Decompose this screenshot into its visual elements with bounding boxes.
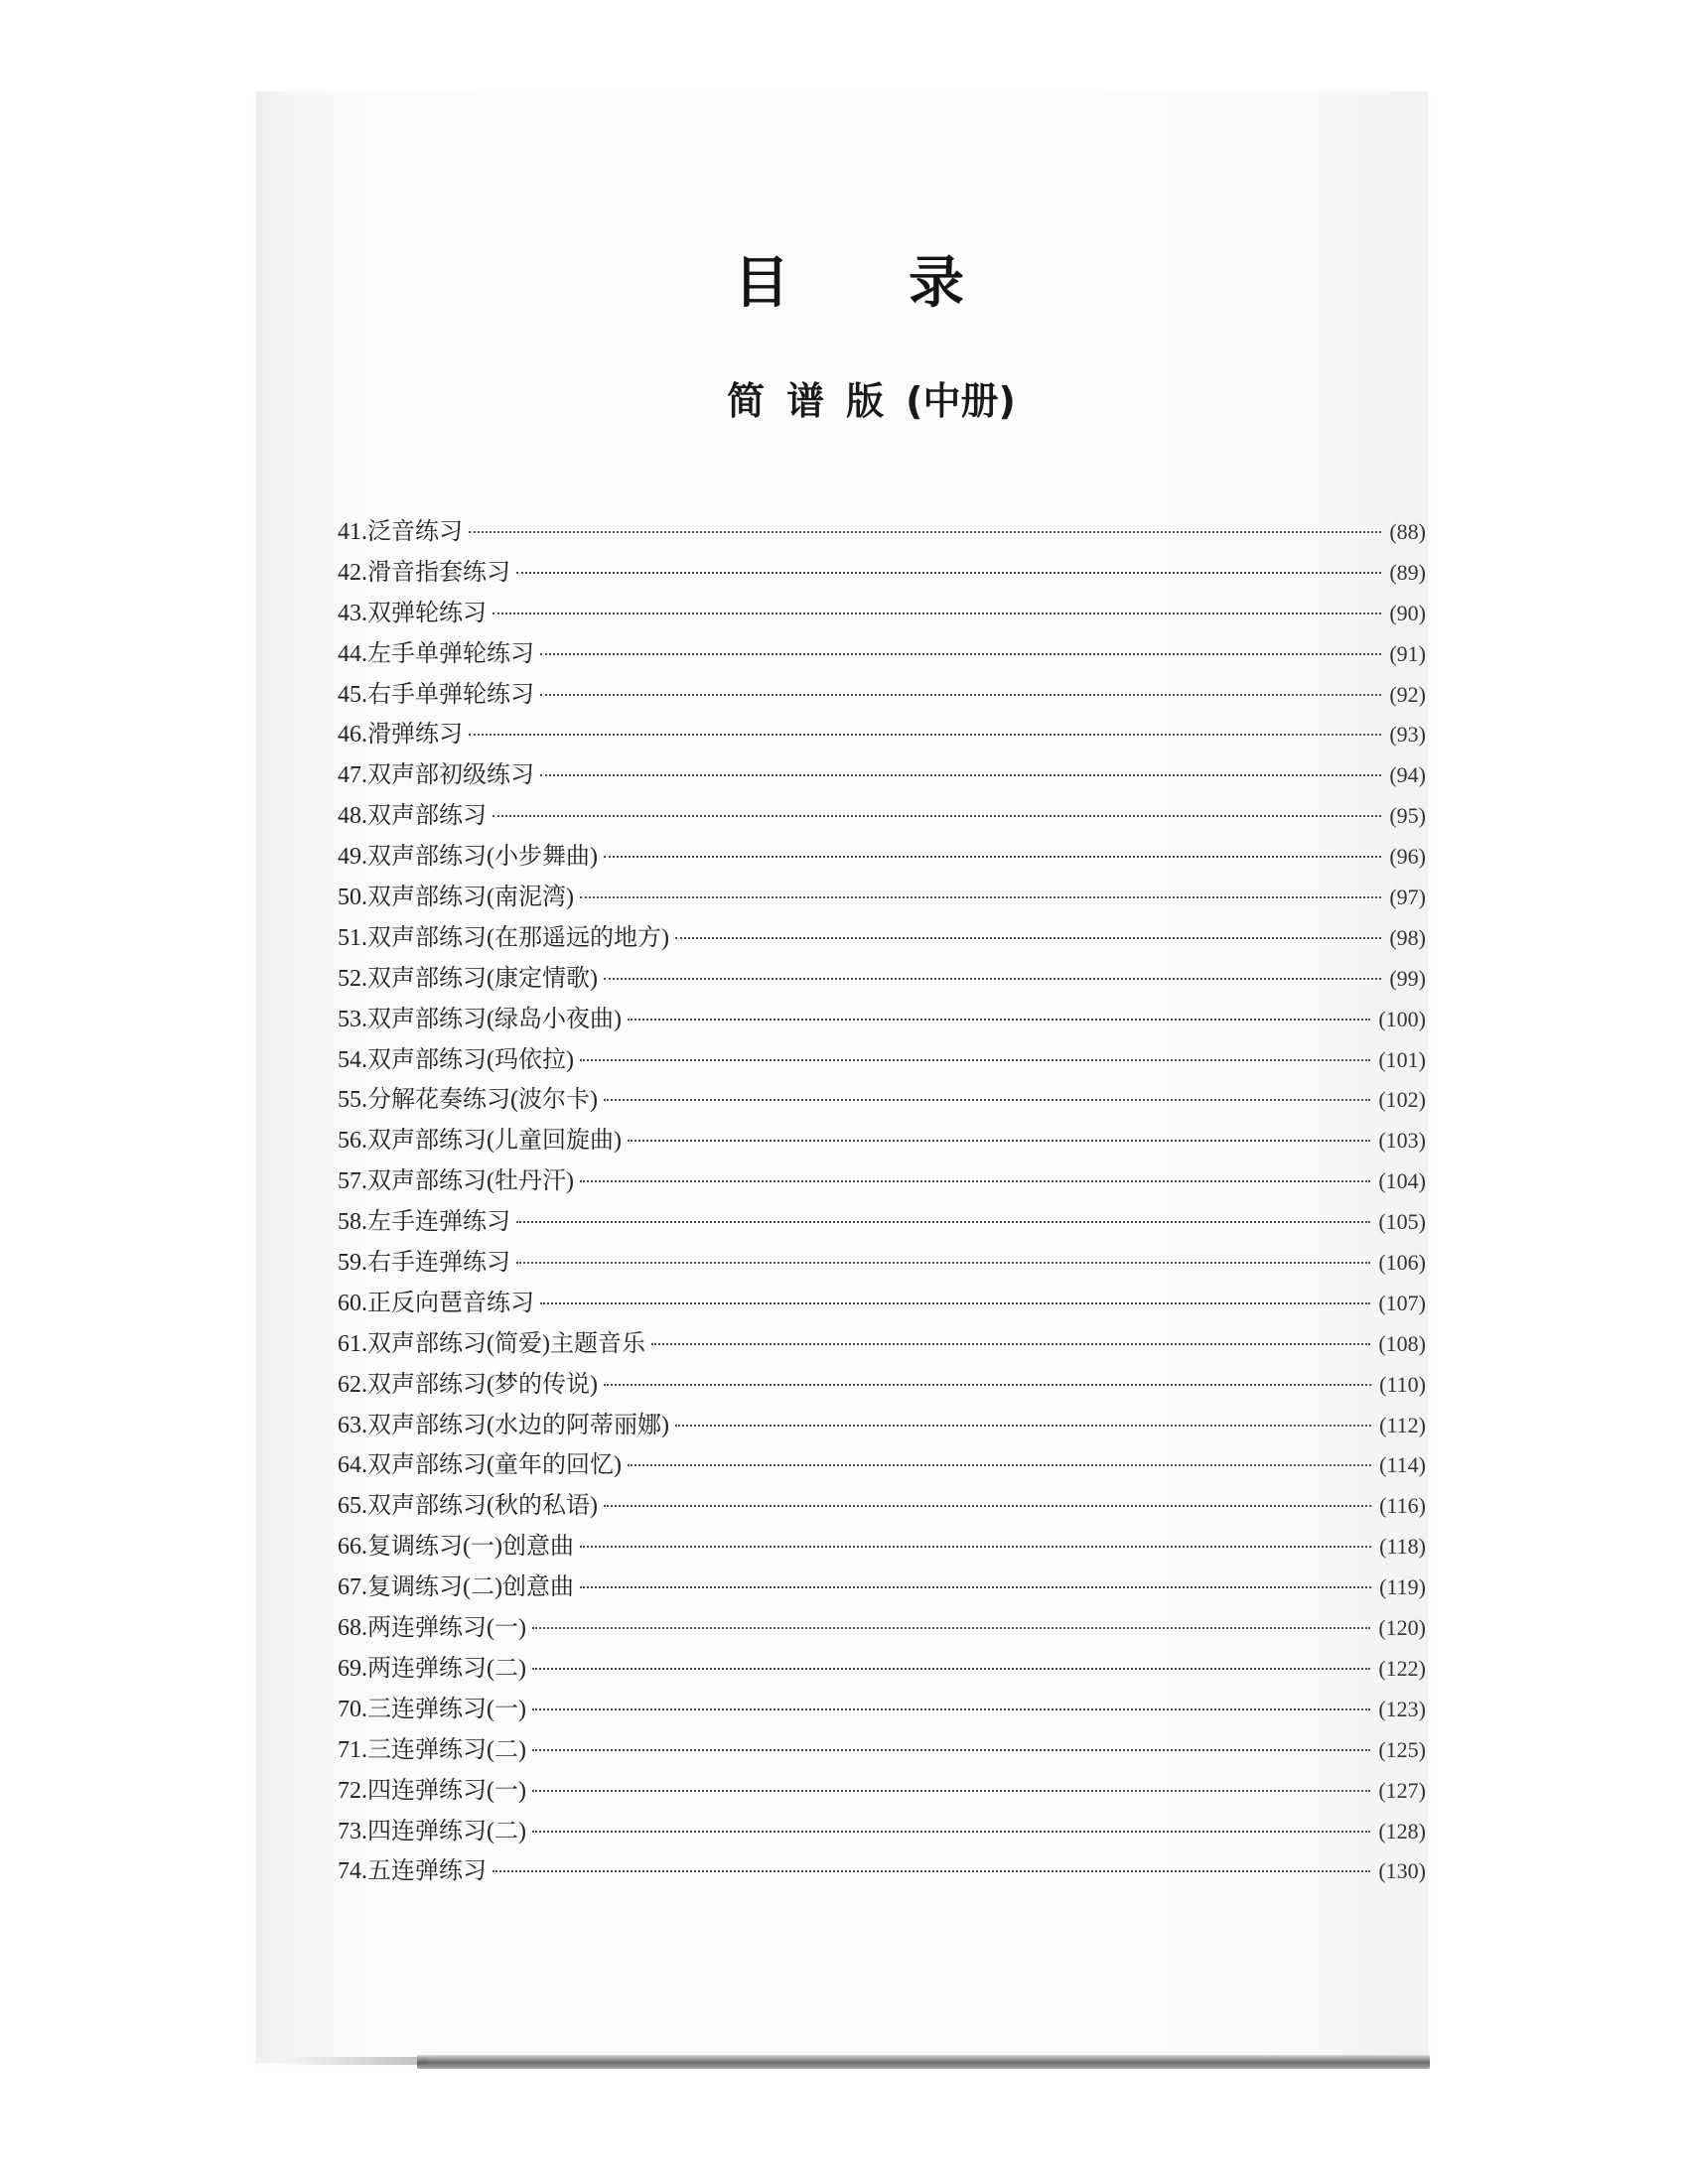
toc-entry-title: 分解花奏练习(波尔卡): [367, 1087, 598, 1114]
toc-entry-page: (128): [1378, 1818, 1426, 1843]
toc-entry: [338, 1080, 1426, 1121]
toc-entry-number: 48.: [338, 803, 367, 830]
toc-entry-number: 61.: [338, 1330, 367, 1357]
toc-entry-page: (104): [1378, 1168, 1426, 1194]
toc-entry-page: (107): [1378, 1290, 1426, 1315]
toc-entry-page: (112): [1379, 1412, 1426, 1437]
toc-entry-number: 49.: [338, 844, 367, 871]
toc-dot-leader: [580, 896, 1381, 898]
toc-entry-title: 双弹轮练习: [367, 600, 487, 626]
toc-dot-leader: [540, 774, 1381, 776]
toc-entry: [338, 553, 1426, 594]
toc-entry: [338, 1608, 1426, 1649]
toc-entry-title: 右手单弹轮练习: [367, 681, 534, 708]
toc-dot-leader: [651, 1343, 1370, 1345]
toc-dot-leader: [532, 1749, 1370, 1751]
toc-entry-page: (114): [1379, 1452, 1426, 1478]
toc-entry-title: 两连弹练习(一): [367, 1615, 526, 1642]
toc-entry-title: 双声部练习(梦的传说): [367, 1371, 598, 1398]
toc-entry-title: 三连弹练习(一): [367, 1696, 526, 1722]
toc-entry: [338, 959, 1426, 1000]
toc-entry-number: 62.: [338, 1371, 367, 1398]
toc-entry: [338, 1202, 1426, 1243]
toc-entry-number: 70.: [338, 1696, 367, 1722]
toc-dot-leader: [675, 937, 1381, 939]
toc-entry: [338, 715, 1426, 755]
toc-entry-number: 74.: [338, 1858, 367, 1885]
toc-entry-page: (96): [1389, 844, 1426, 870]
toc-dot-leader: [516, 1221, 1370, 1223]
toc-entry-number: 50.: [338, 885, 367, 911]
toc-entry: [338, 1365, 1426, 1406]
toc-dot-leader: [540, 653, 1381, 655]
toc-entry-number: 73.: [338, 1818, 367, 1844]
toc-entry-page: (127): [1378, 1777, 1426, 1803]
toc-entry-number: 54.: [338, 1046, 367, 1073]
toc-entry-title: 两连弹练习(二): [367, 1655, 526, 1682]
toc-entry-number: 51.: [338, 924, 367, 951]
toc-entry-page: (90): [1389, 600, 1426, 625]
toc-entry-title: 双声部练习(简爱)主题音乐: [367, 1330, 645, 1357]
page-bottom-edge: [417, 2055, 1430, 2069]
toc-entry-page: (108): [1378, 1330, 1426, 1356]
toc-entry-number: 57.: [338, 1168, 367, 1195]
toc-entry-number: 68.: [338, 1615, 367, 1642]
toc-dot-leader: [540, 1302, 1370, 1304]
toc-entry-number: 44.: [338, 640, 367, 667]
toc-dot-leader: [604, 978, 1381, 980]
toc-entry-number: 47.: [338, 762, 367, 789]
toc-dot-leader: [675, 1425, 1371, 1427]
toc-dot-leader: [516, 572, 1381, 574]
toc-entry: [338, 1771, 1426, 1812]
toc-dot-leader: [604, 1384, 1371, 1386]
toc-entry-number: 52.: [338, 965, 367, 992]
table-of-contents: [338, 512, 1426, 1892]
toc-entry-title: 复调练习(一)创意曲: [367, 1534, 574, 1561]
toc-entry-number: 41.: [338, 519, 367, 545]
toc-entry-title: 五连弹练习: [367, 1858, 487, 1885]
toc-entry-page: (99): [1389, 965, 1426, 991]
toc-entry-title: 四连弹练习(一): [367, 1777, 526, 1804]
toc-dot-leader: [469, 734, 1381, 736]
page-subtitle: [0, 379, 1688, 423]
toc-dot-leader: [492, 613, 1381, 614]
toc-entry-number: 59.: [338, 1250, 367, 1277]
toc-entry-page: (103): [1378, 1128, 1426, 1154]
toc-dot-leader: [580, 1180, 1370, 1182]
toc-dot-leader: [516, 1262, 1370, 1264]
toc-entry-title: 三连弹练习(二): [367, 1736, 526, 1763]
toc-entry: [338, 1851, 1426, 1892]
toc-entry-page: (97): [1389, 885, 1426, 910]
toc-entry: [338, 1324, 1426, 1365]
toc-entry-title: 正反向琶音练习: [367, 1290, 534, 1316]
subtitle-volume: (中册): [906, 379, 1016, 423]
toc-entry-title: 双声部初级练习: [367, 762, 534, 789]
toc-entry-number: 46.: [338, 722, 367, 749]
toc-entry-page: (101): [1378, 1046, 1426, 1072]
toc-entry-page: (122): [1378, 1655, 1426, 1681]
toc-entry: [338, 1527, 1426, 1568]
toc-entry: [338, 675, 1426, 716]
toc-entry: [338, 1121, 1426, 1161]
toc-dot-leader: [580, 1586, 1371, 1588]
toc-dot-leader: [580, 1546, 1371, 1548]
toc-entry: [338, 1812, 1426, 1852]
toc-entry-title: 双声部练习(牡丹汗): [367, 1168, 574, 1195]
toc-entry: [338, 1284, 1426, 1324]
toc-entry-title: 左手单弹轮练习: [367, 640, 534, 667]
toc-dot-leader: [469, 531, 1381, 533]
toc-entry-title: 双声部练习(小步舞曲): [367, 844, 598, 871]
toc-entry-title: 双声部练习(水边的阿蒂丽娜): [367, 1412, 669, 1438]
toc-entry: [338, 755, 1426, 796]
toc-entry-page: (105): [1378, 1209, 1426, 1235]
page-bottom-shadow: [278, 2057, 427, 2065]
toc-entry-page: (93): [1389, 722, 1426, 748]
toc-entry-page: (118): [1379, 1534, 1426, 1560]
toc-dot-leader: [492, 1870, 1370, 1872]
toc-entry-title: 右手连弹练习: [367, 1250, 510, 1277]
toc-entry-number: 43.: [338, 600, 367, 626]
toc-entry-number: 58.: [338, 1209, 367, 1236]
toc-entry-title: 双声部练习(绿岛小夜曲): [367, 1006, 622, 1032]
toc-entry-number: 69.: [338, 1655, 367, 1682]
toc-entry-number: 64.: [338, 1452, 367, 1479]
toc-entry-page: (91): [1389, 640, 1426, 666]
toc-entry: [338, 918, 1426, 959]
toc-entry: [338, 512, 1426, 553]
toc-entry-page: (119): [1379, 1574, 1426, 1600]
toc-entry-title: 复调练习(二)创意曲: [367, 1574, 574, 1601]
toc-entry-title: 四连弹练习(二): [367, 1818, 526, 1844]
toc-entry: [338, 634, 1426, 675]
toc-entry: [338, 878, 1426, 918]
toc-dot-leader: [628, 1140, 1370, 1142]
toc-dot-leader: [604, 1505, 1371, 1507]
toc-entry-number: 53.: [338, 1006, 367, 1032]
toc-entry-number: 67.: [338, 1574, 367, 1601]
page-title: 目录: [734, 251, 1083, 316]
toc-entry: [338, 1243, 1426, 1284]
toc-entry-title: 双声部练习(康定情歌): [367, 965, 598, 992]
toc-entry: [338, 837, 1426, 878]
toc-entry: [338, 1445, 1426, 1486]
toc-entry-page: (123): [1378, 1696, 1426, 1721]
toc-entry-title: 双声部练习: [367, 803, 487, 830]
toc-entry-title: 滑音指套练习: [367, 559, 510, 586]
toc-entry-page: (125): [1378, 1736, 1426, 1762]
toc-entry-page: (95): [1389, 803, 1426, 829]
toc-entry-title: 左手连弹练习: [367, 1209, 510, 1236]
toc-entry-page: (92): [1389, 681, 1426, 707]
toc-entry-page: (130): [1378, 1858, 1426, 1884]
toc-entry-number: 72.: [338, 1777, 367, 1804]
toc-entry-title: 双声部练习(童年的回忆): [367, 1452, 622, 1479]
toc-entry-title: 双声部练习(玛依拉): [367, 1046, 574, 1073]
toc-entry-page: (110): [1379, 1371, 1426, 1397]
toc-entry-number: 65.: [338, 1493, 367, 1520]
toc-entry-page: (88): [1389, 519, 1426, 544]
toc-entry-title: 双声部练习(儿童回旋曲): [367, 1128, 622, 1155]
toc-entry-number: 60.: [338, 1290, 367, 1316]
toc-entry: [338, 1568, 1426, 1608]
toc-entry-page: (106): [1378, 1250, 1426, 1276]
toc-entry-number: 56.: [338, 1128, 367, 1155]
toc-entry: [338, 1486, 1426, 1527]
toc-entry-number: 71.: [338, 1736, 367, 1763]
toc-dot-leader: [604, 1099, 1370, 1101]
toc-dot-leader: [628, 1464, 1371, 1466]
toc-entry-title: 双声部练习(在那遥远的地方): [367, 924, 669, 951]
toc-entry: [338, 1690, 1426, 1730]
toc-entry-title: 双声部练习(秋的私语): [367, 1493, 598, 1520]
toc-entry: [338, 594, 1426, 634]
toc-dot-leader: [628, 1019, 1370, 1021]
toc-entry: [338, 1406, 1426, 1446]
toc-dot-leader: [604, 856, 1381, 858]
toc-entry-page: (116): [1379, 1493, 1426, 1519]
toc-entry-title: 双声部练习(南泥湾): [367, 885, 574, 911]
toc-entry-page: (89): [1389, 559, 1426, 585]
toc-dot-leader: [540, 694, 1381, 696]
toc-dot-leader: [532, 1831, 1370, 1833]
toc-entry: [338, 1000, 1426, 1040]
toc-dot-leader: [580, 1059, 1370, 1061]
toc-entry-page: (120): [1378, 1615, 1426, 1641]
toc-entry-title: 滑弹练习: [367, 722, 463, 749]
toc-entry-number: 66.: [338, 1534, 367, 1561]
toc-entry-page: (100): [1378, 1006, 1426, 1031]
toc-entry-number: 42.: [338, 559, 367, 586]
toc-entry-number: 63.: [338, 1412, 367, 1438]
toc-entry: [338, 1040, 1426, 1081]
toc-entry: [338, 1649, 1426, 1690]
toc-entry-page: (102): [1378, 1087, 1426, 1113]
toc-entry: [338, 1161, 1426, 1202]
toc-dot-leader: [492, 815, 1381, 817]
toc-entry-number: 55.: [338, 1087, 367, 1114]
toc-entry: [338, 1730, 1426, 1771]
subtitle-main: 简谱版: [727, 379, 907, 423]
toc-entry: [338, 796, 1426, 837]
toc-dot-leader: [532, 1627, 1370, 1629]
toc-entry-number: 45.: [338, 681, 367, 708]
toc-dot-leader: [532, 1790, 1370, 1792]
toc-dot-leader: [532, 1708, 1370, 1710]
toc-entry-page: (94): [1389, 762, 1426, 788]
toc-entry-title: 泛音练习: [367, 519, 463, 545]
toc-dot-leader: [532, 1668, 1370, 1670]
toc-entry-page: (98): [1389, 924, 1426, 950]
